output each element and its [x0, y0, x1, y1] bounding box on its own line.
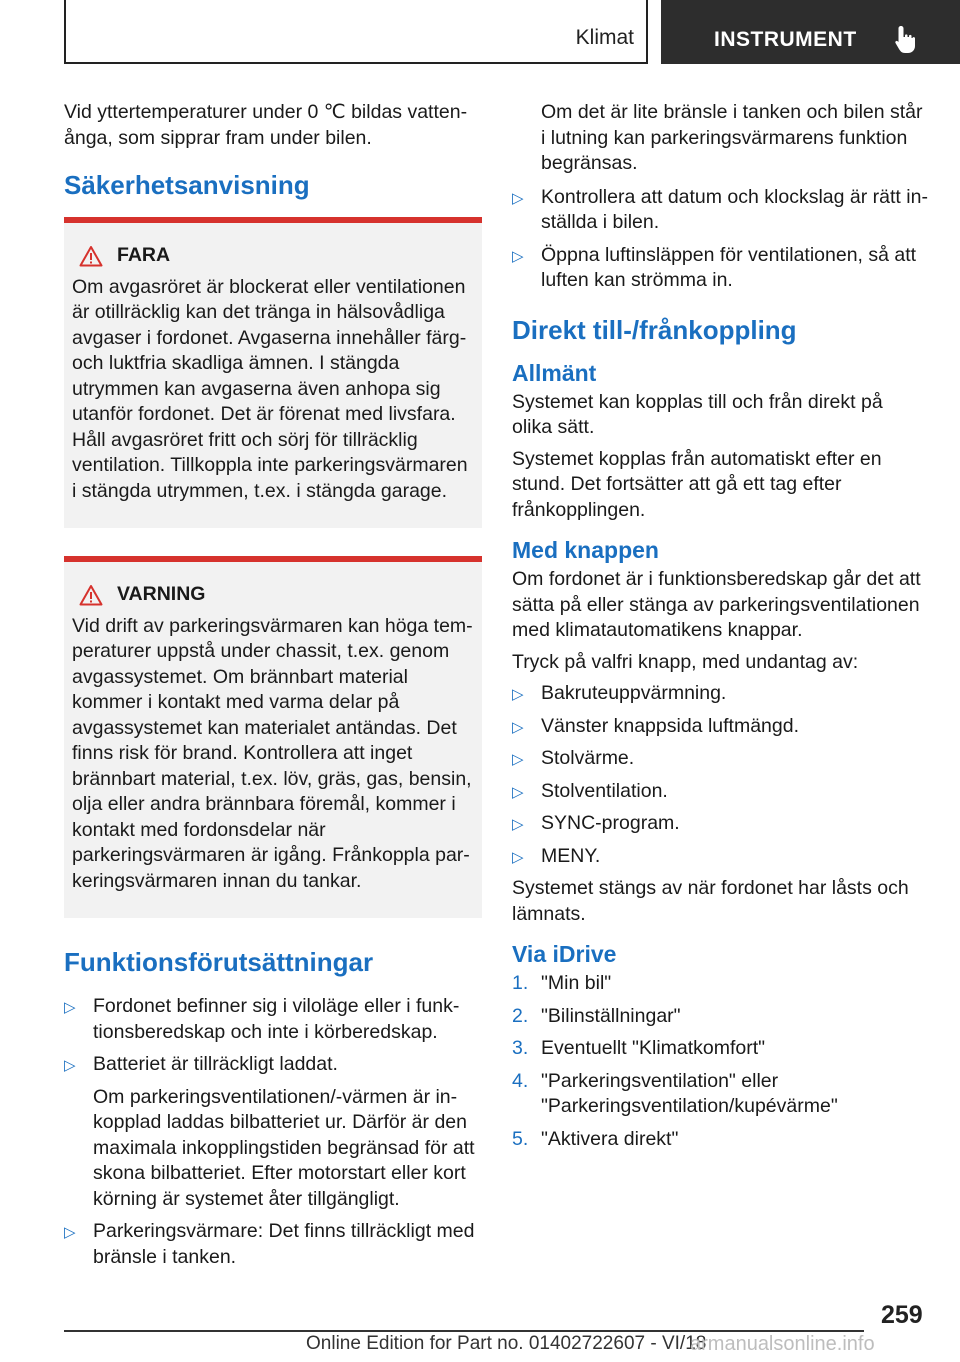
button-paragraph-3: Systemet stängs av när fordonet har låsts och lämnats.: [512, 877, 909, 925]
chapter-title: INSTRUMENT: [714, 28, 857, 51]
list-item: 1. "Min bil": [512, 972, 612, 994]
page-number: 259: [881, 1301, 923, 1329]
direct-heading: Direkt till-/frånkoppling: [512, 314, 797, 345]
list-item: ▷ MENY.: [512, 844, 928, 870]
triangle-bullet-icon: ▷: [64, 999, 76, 1016]
warning-title: VARNING: [117, 583, 206, 605]
danger-box: [64, 217, 482, 528]
list-item: 3. Eventuellt "Klimatkomfort": [512, 1037, 766, 1059]
list-item: 2. "Bilinställningar": [512, 1004, 681, 1027]
section-title: Klimat: [575, 26, 634, 49]
button-paragraph-2: Tryck på valfri knapp, med undantag av:: [512, 650, 859, 673]
list-item: ▷ Öppna luftinsläppen för ventilationen, så att luften kan strömma in.: [512, 243, 917, 291]
warning-box: [64, 556, 482, 918]
list-item: 4. "Parkeringsventilation" eller "Parkeringsventilation/kupévärme": [512, 1069, 838, 1117]
list-item: ▷ Parkeringsvärmare: Det finns tillräckligt med bränsle i tanken.: [64, 1220, 475, 1268]
triangle-bullet-icon: ▷: [512, 718, 524, 736]
triangle-bullet-icon: ▷: [64, 1057, 76, 1074]
header-section-tab: [64, 0, 648, 64]
triangle-bullet-icon: ▷: [512, 247, 524, 265]
left-column: [64, 100, 482, 1277]
general-paragraph-1: Systemet kan kopplas till och från direkt på olika sätt.: [512, 390, 883, 438]
button-heading: Med knappen: [512, 537, 659, 563]
prerequisites-heading: Funktionsförutsättningar: [64, 947, 374, 977]
triangle-bullet-icon: ▷: [512, 816, 524, 833]
idrive-steps: [512, 971, 928, 1152]
list-item: ▷ Stolventilation.: [512, 779, 928, 805]
list-item: ▷ Kontrollera att datum och klockslag är rätt inställda i bilen.: [512, 185, 928, 233]
list-item: ▷ Stolvärme.: [512, 746, 928, 772]
fuel-note: Om det är lite bränsle i tanken och bilen står i lutning kan parkeringsvärmarens funktion begränsas.: [541, 101, 923, 174]
footer-divider: [64, 1330, 864, 1332]
list-item: ▷ Vänster knappsida luftmängd.: [512, 714, 928, 740]
button-exceptions-list: [512, 681, 928, 869]
check-list: [512, 185, 928, 294]
warning-text: Vid drift av parkeringsvärmaren kan höga temperaturer uppstå under chassit, t.ex. genom avgassystemet. Om brännbart material kommer i kontakt med varma delar på avgassystemet kan materialet antändas. Det finns risk för brand. Kontrollera att inget brännbart material, t.ex. löv, gräs, gas, bensin, olja eller andra brännbara föremål, kommer i kontakt med fordonsdelar när parkeringsvärmaren är igång. Frånkoppla parkeringsvärmaren innan du tankar.: [72, 614, 473, 892]
header-chapter-tab: [661, 0, 960, 64]
general-heading: Allmänt: [512, 359, 597, 386]
triangle-bullet-icon: ▷: [64, 1224, 76, 1241]
idrive-heading: Via iDrive: [512, 941, 617, 967]
warning-triangle-icon: [79, 584, 103, 606]
intro-paragraph: Vid yttertemperaturer under 0 ℃ bildas vattenånga, som sipprar fram under bilen.: [64, 101, 468, 149]
battery-note: Om parkeringsventilationen/-värmen är inkopplad laddas bilbatteriet ur. Därför är den maximala inkopplingstiden begränsad för att skona bilbatteriet. Efter motorstart eller kort körning är systemet åter tillgängligt.: [93, 1085, 475, 1210]
list-item: ▷ Fordonet befinner sig i viloläge eller i funktionsberedskap och inte i körberedskap.: [64, 995, 460, 1043]
triangle-bullet-icon: ▷: [512, 848, 524, 866]
triangle-bullet-icon: ▷: [512, 783, 524, 801]
prerequisites-list: [64, 994, 482, 1270]
warning-triangle-icon: [79, 245, 103, 267]
danger-title: FARA: [117, 244, 171, 266]
danger-text: Om avgasröret är blockerat eller ventilationen är otillräcklig kan det tränga in hälsovådliga avgaser i fordonet. Avgaserna innehåller färg- och luktfria skadliga ämnen. I stängda utrymmen kan avgaserna även anhopa sig utanför fordonet. Det är förenat med livsfara. Håll avgasröret fritt och sörj för tillräcklig ventilation. Tillkoppla inte parkeringsvärmaren i stängda utrymmen, t.ex. i stängda garage.: [72, 275, 468, 502]
right-column: [512, 100, 928, 1159]
list-item: ▷ Batteriet är tillräckligt laddat. Om parkeringsventilationen/-värmen är inkopplad laddas bilbatteriet ur. Därför är den maximala inkopplingstiden begränsad för att skona bilbatteriet. Efter motorstart eller kort körning är systemet åter tillgängligt.: [64, 1052, 482, 1212]
general-paragraph-2: Systemet kopplas från automatiskt efter en stund. Det fortsätter att gå ett tag efter frånkopplingen.: [512, 447, 882, 521]
triangle-bullet-icon: ▷: [512, 189, 524, 207]
triangle-bullet-icon: ▷: [512, 751, 524, 768]
triangle-bullet-icon: ▷: [512, 686, 524, 703]
list-item: ▷ Bakruteuppvärmning.: [512, 681, 928, 707]
footer-watermark: armanualsonline.info: [690, 1333, 875, 1355]
button-paragraph-1: Om fordonet är i funktionsberedskap går det att sätta på eller stänga av parkeringsventilationen med klimatautomatikens knappar.: [512, 568, 921, 641]
footer-edition: Online Edition for Part no. 01402722607 - VI/18: [306, 1333, 707, 1354]
pointing-hand-icon: [893, 24, 919, 54]
safety-heading: Säkerhetsanvisning: [64, 170, 310, 200]
list-item: ▷ SYNC-program.: [512, 811, 928, 837]
list-item: 5. "Aktivera direkt": [512, 1127, 679, 1150]
